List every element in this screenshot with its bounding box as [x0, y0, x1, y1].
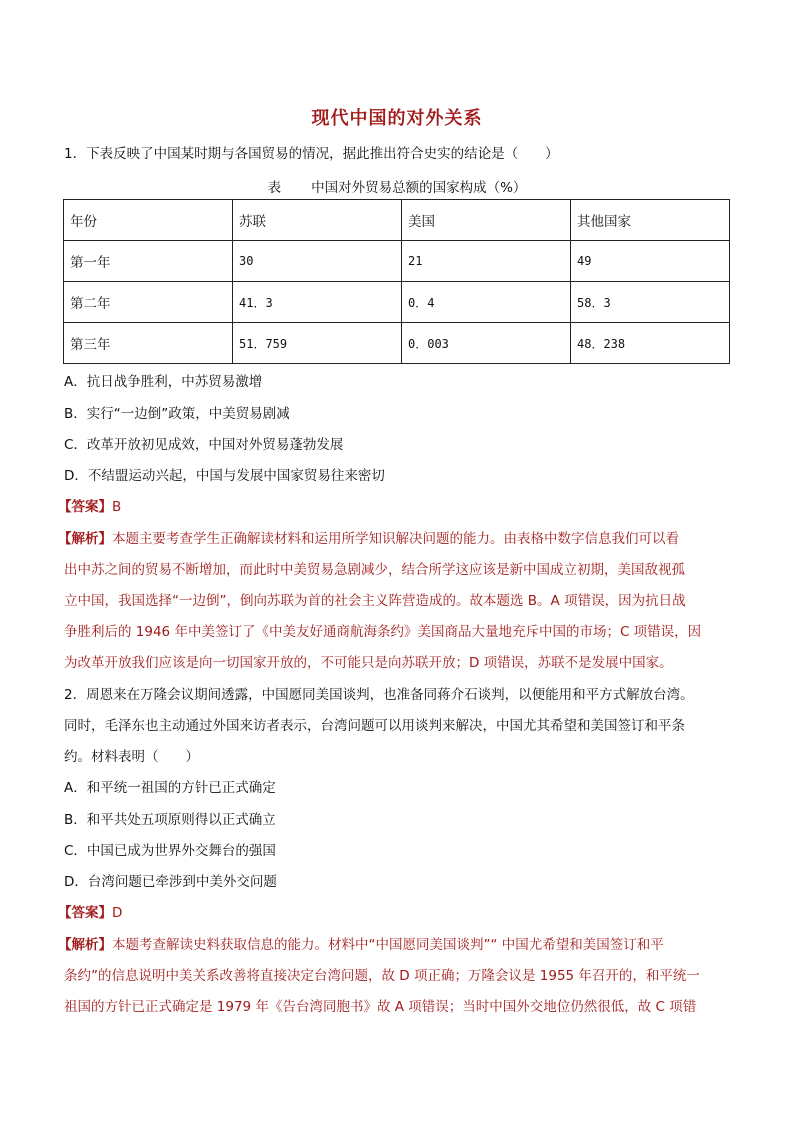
table-cell: 0．003 [402, 323, 571, 364]
table-cell: 48．238 [571, 323, 730, 364]
answer-label: 【答案】 [58, 499, 112, 515]
analysis-text: 本题主要考查学生正确解读材料和运用所学知识解决问题的能力。由表格中数字信息我们可以看 [112, 531, 679, 547]
q2-analysis-line [58, 936, 726, 954]
q2-analysis-line: 祖国的方针已正式确定是 1979 年《告台湾同胞书》故 A 项错误；当时中国外交地位仍然很低，故 C 项错 [64, 999, 697, 1015]
q1-analysis-line: 出中苏之间的贸易不断增加，而此时中美贸易急剧减少，结合所学这应该是新中国成立初期，美国敌视孤 [64, 562, 685, 578]
q2-option-c: C．中国已成为世界外交舞台的强国 [64, 843, 276, 859]
table-caption-prefix: 表 [267, 180, 282, 196]
q1-analysis-line [58, 530, 726, 548]
q1-answer [58, 498, 726, 516]
q2-stem-line: 同时，毛泽东也主动通过外国来访者表示，台湾问题可以用谈判来解决，中国尤其希望和美国签订和平条 [64, 718, 685, 734]
table-row [64, 241, 730, 282]
table-row [64, 282, 730, 323]
q2-answer [58, 904, 726, 922]
table-cell: 49 [571, 241, 730, 282]
table-header-cell: 苏联 [233, 200, 402, 241]
q1-analysis-line: 争胜利后的 1946 年中美签订了《中美友好通商航海条约》美国商品大量地充斥中国的市场；C 项错误，因 [64, 624, 702, 640]
answer-value: D [112, 905, 123, 921]
answer-value: B [112, 499, 122, 515]
analysis-text: 本题考查解读史料获取信息的能力。材料中“中国愿同美国谈判”“ 中国尤希望和美国签订和平 [112, 937, 664, 953]
q2-analysis-line: 条约”的信息说明中美关系改善将直接决定台湾问题，故 D 项正确；万隆会议是 1955 年召开的，和平统一 [64, 968, 700, 984]
table-cell: 21 [402, 241, 571, 282]
answer-label: 【答案】 [58, 905, 112, 921]
analysis-label: 【解析】 [58, 531, 112, 547]
table-cell: 第一年 [64, 241, 233, 282]
table-caption-text: 中国对外贸易总额的国家构成（%） [311, 180, 527, 196]
q1-analysis-line: 立中国，我国选择“一边倒”，倒向苏联为首的社会主义阵营造成的。故本题选 B。A 项错误，因为抗日战 [64, 593, 686, 609]
q1-option-b: B．实行“一边倒”政策，中美贸易剧减 [64, 406, 290, 422]
q1-option-c: C．改革开放初见成效，中国对外贸易蓬勃发展 [64, 437, 344, 453]
table-cell: 第三年 [64, 323, 233, 364]
analysis-label: 【解析】 [58, 937, 112, 953]
q1-option-d: D．不结盟运动兴起，中国与发展中国家贸易往来密切 [64, 468, 385, 484]
q1-option-a: A．抗日战争胜利，中苏贸易激增 [64, 374, 263, 390]
q2-stem-line: 2．周恩来在万隆会议期间透露，中国愿同美国谈判，也准备同蒋介石谈判，以便能用和平方式解放台湾。 [64, 687, 694, 703]
table-header-cell: 其他国家 [571, 200, 730, 241]
q2-option-b: B．和平共处五项原则得以正式确立 [64, 812, 276, 828]
page-title: 现代中国的对外关系 [311, 108, 483, 129]
table-cell: 第二年 [64, 282, 233, 323]
q1-stem: 1．下表反映了中国某时期与各国贸易的情况，据此推出符合史实的结论是（ ） [64, 146, 559, 162]
q2-stem-line: 约。材料表明（ ） [64, 749, 199, 765]
table-caption [0, 176, 794, 196]
table-header-cell: 美国 [402, 200, 571, 241]
q1-analysis-line: 为改革开放我们应该是向一切国家开放的，不可能只是向苏联开放；D 项错误，苏联不是发展中国家。 [64, 655, 673, 671]
table-header-cell: 年份 [64, 200, 233, 241]
q2-option-d: D．台湾问题已牵涉到中美外交问题 [64, 874, 277, 890]
trade-table [63, 199, 730, 364]
table-cell: 0．4 [402, 282, 571, 323]
q2-option-a: A．和平统一祖国的方针已正式确定 [64, 780, 276, 796]
table-header-row [64, 200, 730, 241]
table-row [64, 323, 730, 364]
table-cell: 30 [233, 241, 402, 282]
table-cell: 58．3 [571, 282, 730, 323]
table-cell: 41．3 [233, 282, 402, 323]
table-cell: 51．759 [233, 323, 402, 364]
